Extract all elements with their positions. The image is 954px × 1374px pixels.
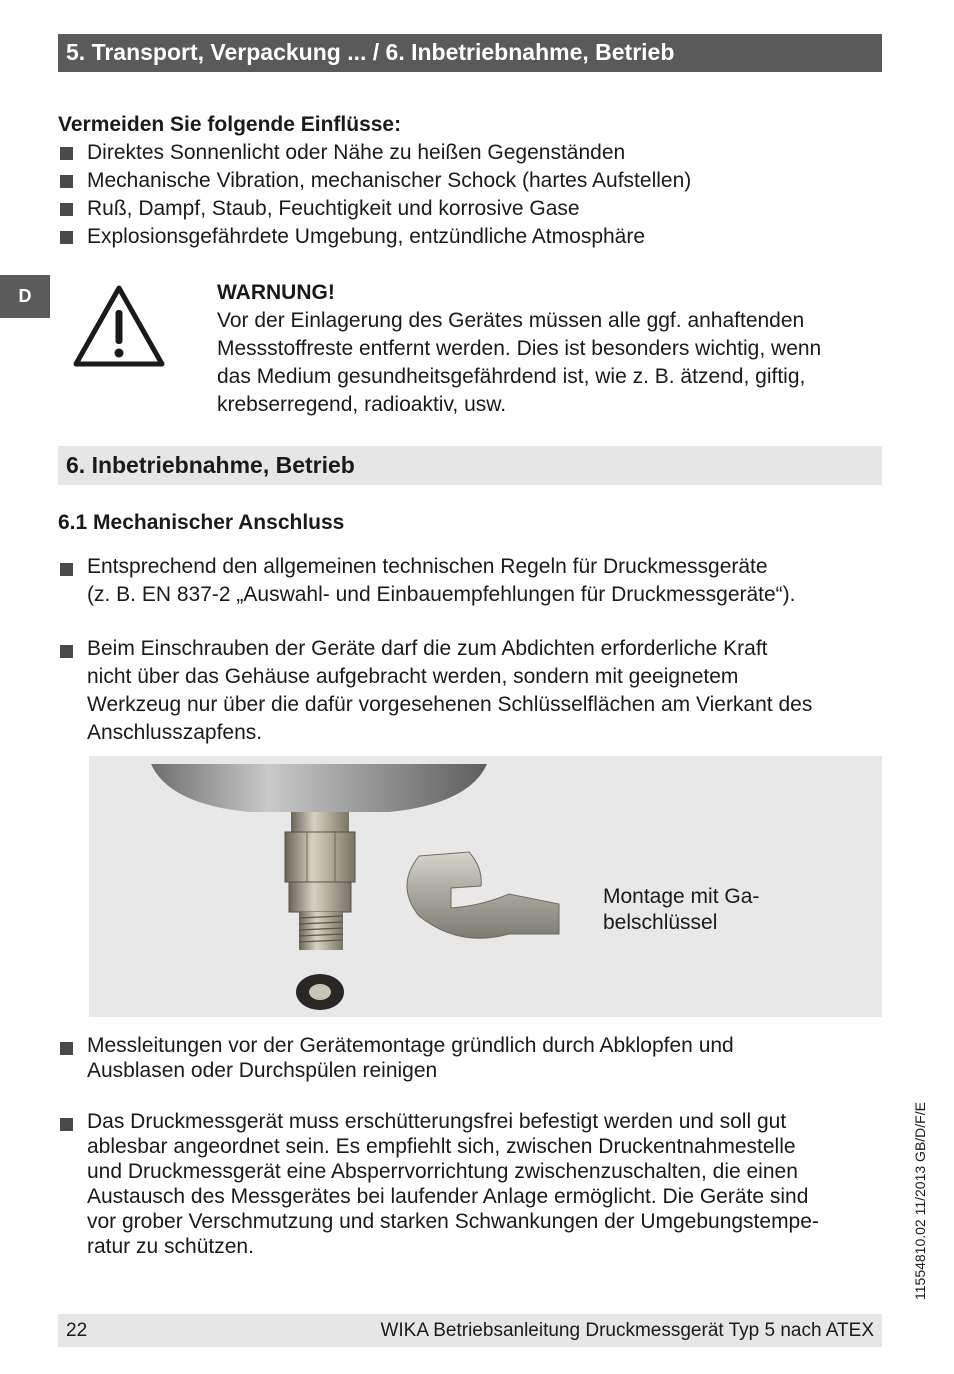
bullet-square-icon [60, 175, 73, 188]
page-footer [58, 1314, 882, 1347]
warning-triangle-icon [72, 284, 166, 368]
bullet-square-icon [60, 1042, 73, 1055]
bullet-square-icon [60, 203, 73, 216]
section-heading: 6. Inbetriebnahme, Betrieb [66, 452, 355, 478]
warning-text-line: Messstoffreste entfernt werden. Dies ist besonders wichtig, wenn [217, 337, 822, 360]
bullet-square-icon [60, 563, 73, 576]
document-number: 11554810.02 11/2013 GB/D/F/E [912, 1102, 928, 1300]
bullet-square-icon [60, 1118, 73, 1131]
language-tab: D [0, 275, 50, 318]
section-heading-bar [58, 446, 882, 485]
warning-text-line: das Medium gesundheitsgefährdend ist, wie z. B. ätzend, giftig, [217, 365, 806, 388]
figure-caption-line: belschlüssel [603, 911, 718, 934]
figure-photo [89, 756, 882, 1017]
warning-text-line: Vor der Einlagerung des Gerätes müssen alle ggf. anhaftenden [217, 309, 805, 332]
subsection-heading: 6.1 Mechanischer Anschluss [58, 511, 345, 534]
bullet-square-icon [60, 231, 73, 244]
warning-title: WARNUNG! [217, 281, 335, 304]
warning-text-line: krebserregend, radioaktiv, usw. [217, 393, 507, 416]
bullet-square-icon [60, 147, 73, 160]
page-header [58, 34, 882, 72]
avoid-heading: Vermeiden Sie folgende Einflüsse: [58, 113, 402, 136]
page-header-title: 5. Transport, Verpackung ... / 6. Inbetriebnahme, Betrieb [66, 39, 675, 65]
bullet-square-icon [60, 645, 73, 658]
figure-caption-line: Montage mit Ga- [603, 885, 760, 908]
gauge-wrench-illustration [89, 756, 882, 1017]
page-number: 22 [66, 1320, 88, 1341]
footer-title: WIKA Betriebsanleitung Druckmessgerät Typ 5 nach ATEX [380, 1320, 874, 1341]
